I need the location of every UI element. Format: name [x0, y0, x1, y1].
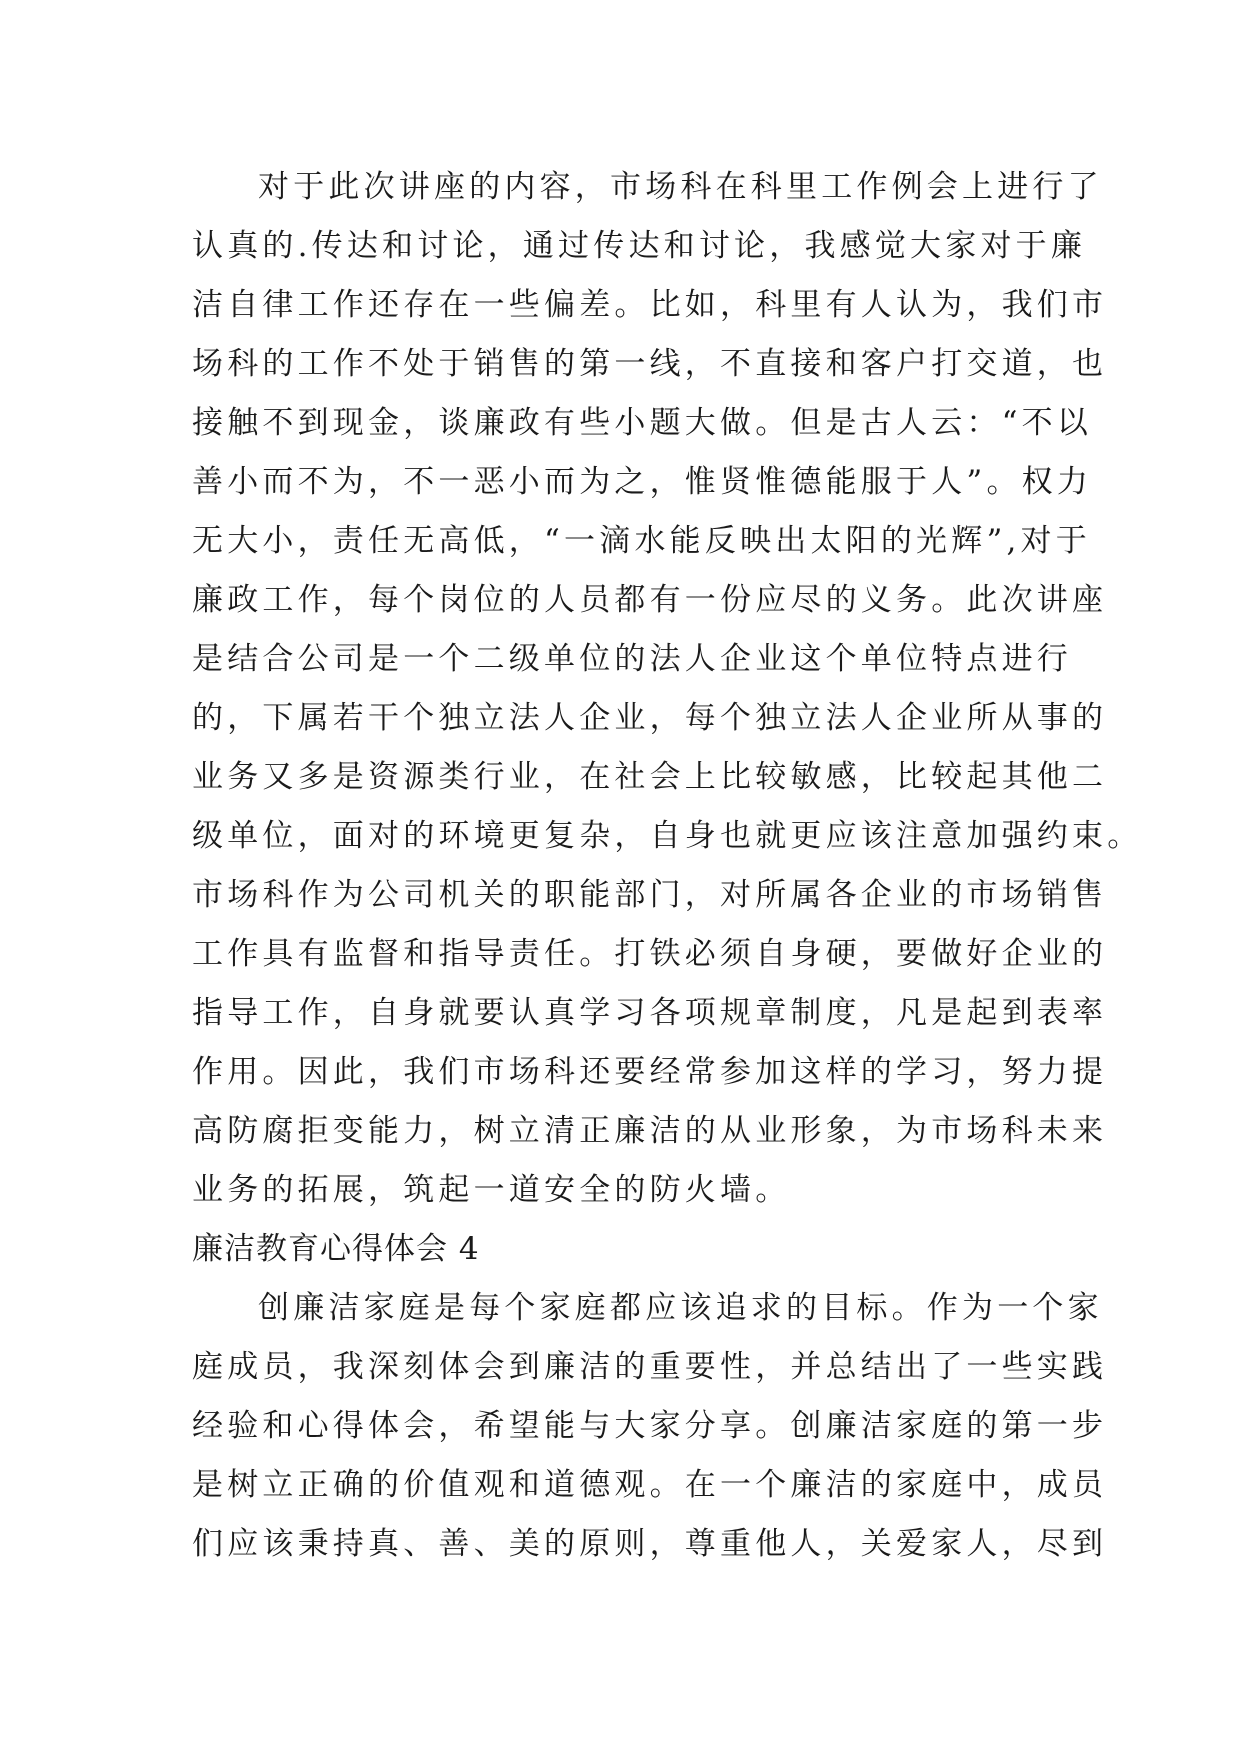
- text-line: 洁自律工作还存在一些偏差。比如，科里有人认为，我们市: [192, 287, 1108, 323]
- text-line: 工作具有监督和指导责任。打铁必须自身硬，要做好企业的: [192, 936, 1108, 972]
- text-line: 是树立正确的价值观和道德观。在一个廉洁的家庭中，成员: [192, 1467, 1108, 1503]
- text-line: 场科的工作不处于销售的第一线，不直接和客户打交道，也: [192, 346, 1108, 382]
- section-heading: 廉洁教育心得体会 4: [192, 1231, 480, 1267]
- document-body: [192, 158, 1143, 1574]
- text-line: 认真的.传达和讨论，通过传达和讨论，我感觉大家对于廉: [192, 228, 1087, 264]
- text-line: 作用。因此，我们市场科还要经常参加这样的学习，努力提: [192, 1054, 1108, 1090]
- text-line: 们应该秉持真、善、美的原则，尊重他人，关爱家人，尽到: [192, 1526, 1108, 1562]
- text-line: 接触不到现金，谈廉政有些小题大做。但是古人云：“不以: [192, 405, 1093, 441]
- text-line: 无大小，责任无高低，“一滴水能反映出太阳的光辉”,对于: [192, 523, 1091, 559]
- text-line: 廉政工作，每个岗位的人员都有一份应尽的义务。此次讲座: [192, 582, 1108, 618]
- text-line: 的，下属若干个独立法人企业，每个独立法人企业所从事的: [192, 700, 1108, 736]
- text-line: 业务的拓展，筑起一道安全的防火墙。: [192, 1172, 791, 1208]
- text-line: 是结合公司是一个二级单位的法人企业这个单位特点进行: [192, 641, 1072, 677]
- text-line: 善小而不为，不一恶小而为之，惟贤惟德能服于人”。权力: [192, 464, 1093, 500]
- text-line: 庭成员，我深刻体会到廉洁的重要性，并总结出了一些实践: [192, 1349, 1108, 1385]
- text-line: 对于此次讲座的内容，市场科在科里工作例会上进行了: [258, 169, 1103, 205]
- text-line: 指导工作，自身就要认真学习各项规章制度，凡是起到表率: [192, 995, 1108, 1031]
- text-line: 级单位，面对的环境更复杂，自身也就更应该注意加强约束。: [192, 818, 1143, 854]
- text-line: 创廉洁家庭是每个家庭都应该追求的目标。作为一个家: [258, 1290, 1103, 1326]
- paragraph-2: [192, 1279, 1108, 1574]
- text-line: 市场科作为公司机关的职能部门，对所属各企业的市场销售: [192, 877, 1108, 913]
- text-line: 业务又多是资源类行业，在社会上比较敏感，比较起其他二: [192, 759, 1108, 795]
- paragraph-1: [192, 158, 1143, 1220]
- text-line: 经验和心得体会，希望能与大家分享。创廉洁家庭的第一步: [192, 1408, 1108, 1444]
- text-line: 高防腐拒变能力，树立清正廉洁的从业形象，为市场科未来: [192, 1113, 1108, 1149]
